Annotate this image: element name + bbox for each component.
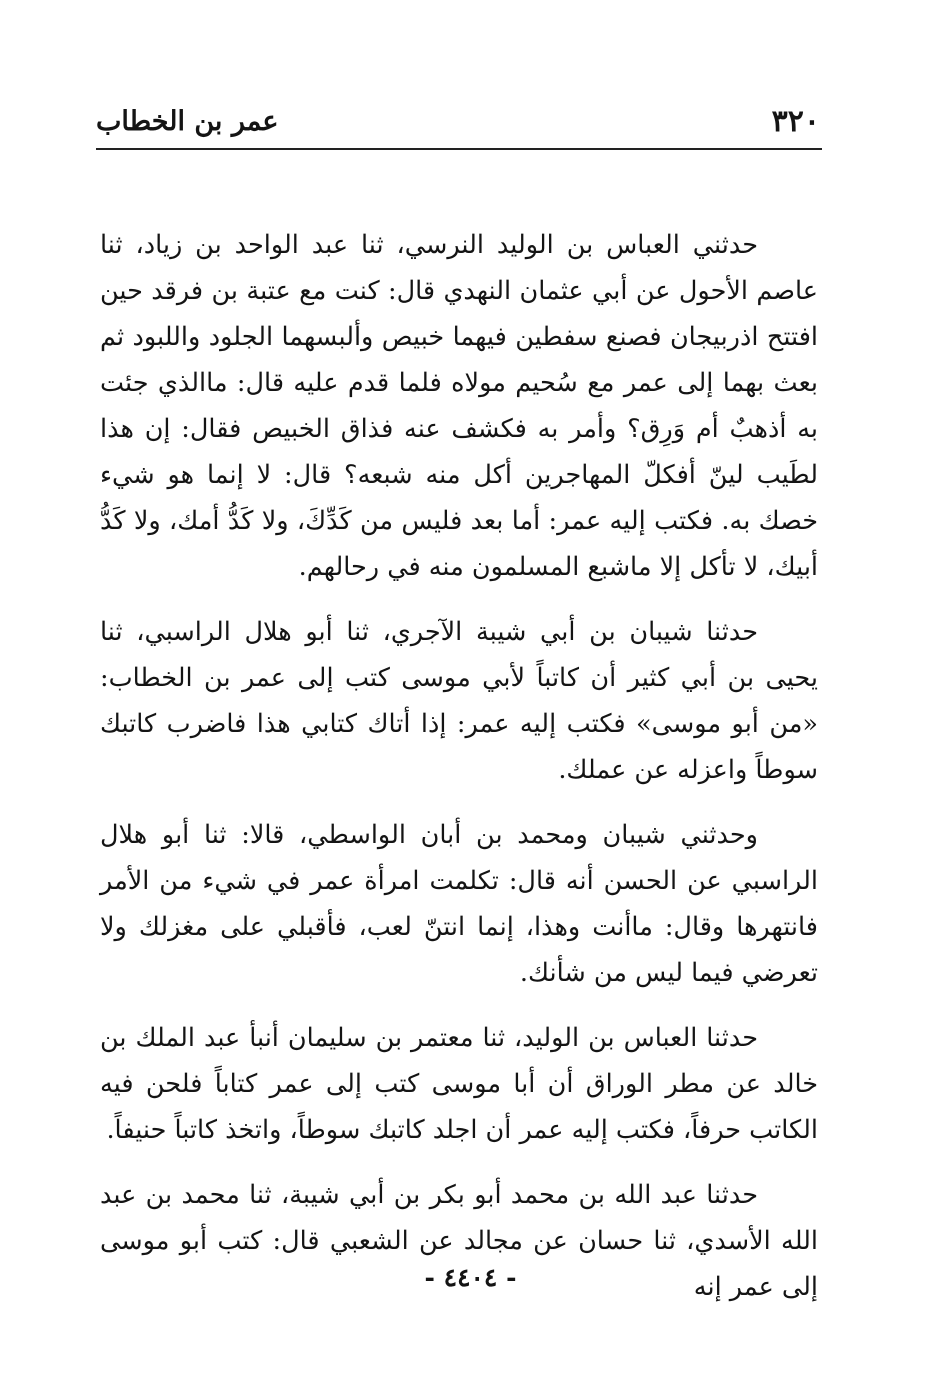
paragraph-1: حدثني العباس بن الوليد النرسي، ثنا عبد الواحد بن زياد، ثنا عاصم الأحول عن أبي عثمان النهدي قال: كنت مع عتبة بن فرقد حين افتتح اذربيجان فصنع سفطين فيهما خبيص وألبسهما الجلود واللبود ثم بعث بهما إلى عمر مع سُحيم مولاه فلما قدم عليه قال: ماالذي جئت به أذهبٌ أم وَرِق؟ وأمر به فكشف عنه فذاق الخبيص فقال: إن هذا لطَيب لينّ أفكلّ المهاجرين أكل منه شبعه؟ قال: لا إنما هو شيء خصك به. فكتب إليه عمر: أما بعد فليس من كَدِّكَ، ولا كَدُّ أمك، ولا كَدُّ أبيك، لا تأكل إلا ماشبع المسلمون منه في رحالهم. xyxy=(100,230,818,582)
header-rule xyxy=(96,148,822,150)
paragraph-4: حدثنا العباس بن الوليد، ثنا معتمر بن سليمان أنبأ عبد الملك بن خالد عن مطر الوراق أن أبا موسى كتب إلى عمر كتاباً فلحن فيه الكاتب حرفاً، فكتب إليه عمر أن اجلد كاتبك سوطاً، واتخذ كاتباً حنيفاً. xyxy=(100,1023,818,1145)
paragraph-3: وحدثني شيبان ومحمد بن أبان الواسطي، قالا: ثنا أبو هلال الراسبي عن الحسن أنه قال: تكلمت امرأة عمر في شيء من الأمر فانتهرها وقال: ماأنت وهذا، إنما انتنّ لعب، فأقبلي على مغزلك ولا تعرضي فيما ليس من شأنك. xyxy=(100,820,818,988)
running-header xyxy=(96,104,820,144)
paragraph-5: حدثنا عبد الله بن محمد أبو بكر بن أبي شيبة، ثنا محمد بن عبد الله الأسدي، ثنا حسان عن مجالد عن الشعبي قال: كتب أبو موسى إلى عمر إنه xyxy=(100,1180,818,1302)
paragraph-2: حدثنا شيبان بن أبي شيبة الآجري، ثنا أبو هلال الراسبي، ثنا يحيى بن أبي كثير أن كاتباً لأبي موسى كتب إلى عمر بن الخطاب: «من أبو موسى» فكتب إليه عمر: إذا أتاك كتابي هذا فاضرب كاتبك سوطاً واعزله عن عملك. xyxy=(100,617,818,785)
footer-folio: - ٤٤٠٤ - xyxy=(424,1263,517,1292)
page-number: ٣٢٠ xyxy=(771,104,820,139)
book-title: عمر بن الخطاب xyxy=(96,106,279,137)
